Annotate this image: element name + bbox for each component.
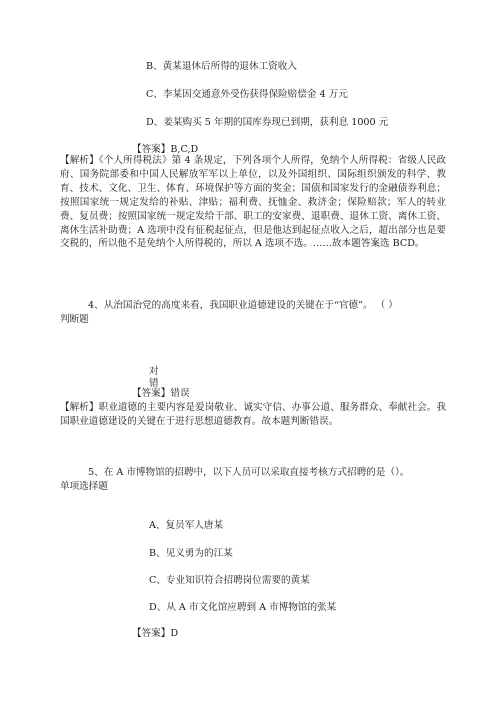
q5-type: 单项选择题	[60, 481, 108, 492]
q3-analysis: 【解析】《个人所得税法》第 4 条规定，下列各项个人所得，免纳个人所得税：省级人民政府、国务院部委和中国人民解放军军以上单位，以及外国组织、国际组织颁发的科学、教育、技术、文化、卫生、体育、环境保护等方面的奖金；国债和国家发行的金融债券利息；按照国家统一规定发给的补贴、津贴；福利费、抚恤金、救济金；保险赔款；军人的转业费、复员费；按照国家统一规定发给干部、职工的安家费、退职费、退休工资、离休工资、离休生活补助费；A 选项中没有征税起征点，但是他达到起征点收入之后，超出部分也是要交税的，所以他不是免纳个人所得税的，所以 A 选项不选。……故本题答案选 BCD。	[60, 155, 446, 250]
q5-option-c: C、专业知识符合招聘岗位需要的黄某	[149, 575, 310, 586]
q3-option-d: D、姜某购买 5 年期的国库券现已到期，获利息 1000 元	[146, 117, 389, 128]
q3-option-b: B、黄某退休后所得的退休工资收入	[146, 61, 297, 72]
q4-analysis: 【解析】职业道德的主要内容是爱岗敬业、诚实守信、办事公道、服务群众、奉献社会。我国职业道德建设的关键在于进行思想道德教育。故本题判断错误。	[60, 402, 446, 427]
q4-type: 判断题	[60, 314, 89, 325]
q4-question: 4、从治国治党的高度来看，我国职业道德建设的关键在于“官德”。 （ ）	[88, 300, 398, 311]
q5-option-a: A、复员军人唐某	[149, 520, 224, 531]
q4-answer: 【答案】错误	[132, 388, 190, 399]
q3-option-c: C、李某因交通意外受伤获得保险赔偿金 4 万元	[146, 89, 348, 100]
q4-option-false: 错	[149, 378, 159, 389]
q5-question: 5、在 A 市博物馆的招聘中，以下人员可以采取直接考核方式招聘的是（）。	[88, 467, 410, 478]
q5-option-b: B、见义勇为的江某	[149, 548, 233, 559]
q5-answer: 【答案】D	[132, 628, 179, 639]
q3-answer: 【答案】B,C,D	[132, 144, 199, 155]
q4-option-true: 对	[149, 366, 159, 377]
q5-option-d: D、从 A 市文化馆应聘到 A 市博物馆的张某	[149, 602, 337, 613]
